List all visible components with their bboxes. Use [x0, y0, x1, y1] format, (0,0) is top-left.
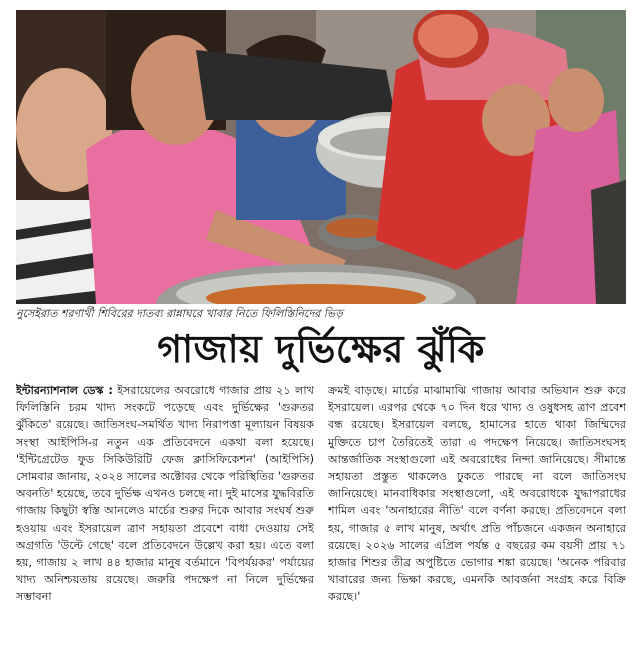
article-text-1: ইসরায়েলের অবরোধে গাজার প্রায় ২১ লাখ ফিলিস্তিনি চরম খাদ্য সংকটে পড়েছে এবং দুর্ভিক্ষের 'গুরুতর ঝুঁকিতে' রয়েছে। জাতিসংঘ-সমর্থিত খাদ্য নিরাপত্তা মূল্যায়ন বিষয়ক সংস্থা আইপিসি-র নতুন এক প্রতিবেদনে একথা বলা হয়েছে। 'ইন্টিগ্রেটেড ফুড সিকিউরিটি ফেজ ক্লাসিফিকেশন' (আইপিসি) সোমবার জানায়, ২০২৪ সালের অক্টোবর থেকে পরিস্থিতির 'গুরুতর অবনতি' হয়েছে, তবে দুর্ভিক্ষ এখনও চলছে না। দুই মাসের যুদ্ধবিরতি গাজায় কিছুটা স্বস্তি আনলেও মার্চের শুরুর দিকে আবার সংঘর্ষ শুরু হওয়ায় এবং ইসরায়েল ত্রাণ সহায়তা প্রবেশে বাধা দেওয়ায় সেই অগ্রগতি 'উল্টে গেছে' বলে প্রতিবেদনে উল্লেখ করা হয়। এতে বলা হয়, গাজায় ২ লাখ ৪৪ হাজার মানুষ বর্তমানে 'বিপর্যয়কর' পর্যায়ের খাদ্য অনিশ্চয়তায় রয়েছে। জরুরি পদক্ষেপ না নিলে দুর্ভিক্ষের সম্ভাবনা	[16, 384, 314, 604]
news-photo	[16, 10, 626, 304]
article-text-2: ক্রমই বাড়ছে। মার্চের মাঝামাঝি গাজায় আবার অভিযান শুরু করে ইসরায়েল। এরপর থেকে ৭০ দিন ধরে খাদ্য ও ওষুধসহ ত্রাণ প্রবেশ বন্ধ রয়েছে। ইসরায়েল বলছে, হামাসের হাতে থাকা জিম্মিদের মুক্তিতে চাপ তৈরিতেই তারা এ পদক্ষেপ নিয়েছে। জাতিসংঘসহ আন্তর্জাতিক সংস্থাগুলো এই অবরোধের নিন্দা জানিয়েছে। সীমান্তে সহায়তা প্রস্তুত থাকলেও ঢুকতে পারছে না বলে জাতিসংঘ জানিয়েছে। মানবাধিকার সংস্থাগুলো, এই অবরোধকে যুদ্ধাপরাধের শামিল এবং 'অনাহারের নীতি' বলে বর্ণনা করছে। প্রতিবেদনে বলা হয়, গাজার ৫ লাখ মানুষ, অর্থাৎ প্রতি পাঁচজনে একজন অনাহারে রয়েছে। ২০২৬ সালের এপ্রিল পর্যন্ত ৫ বছরের কম বয়সী প্রায় ৭১ হাজার শিশুর তীব্র অপুষ্টিতে ভোগার শঙ্কা রয়েছে। 'অনেক পরিবার খাবারের জন্য ভিক্ষা করছে, এমনকি আবর্জনা সংগ্রহ করে বিক্রি করছে।'	[328, 384, 626, 604]
article-body	[16, 382, 626, 660]
dateline: ইন্টারন্যাশনাল ডেস্ক :	[16, 384, 113, 397]
article-column-2	[328, 382, 626, 660]
children-with-bowls-icon	[16, 10, 626, 304]
photo-caption: নুসেইরাত শরণার্থী শিবিরের দাতব্য রান্নাঘরে খাবার নিতে ফিলিস্তিনিদের ভিড়	[16, 307, 343, 320]
article-column-1	[16, 382, 314, 660]
headline: গাজায় দুর্ভিক্ষের ঝুঁকি	[157, 327, 485, 371]
